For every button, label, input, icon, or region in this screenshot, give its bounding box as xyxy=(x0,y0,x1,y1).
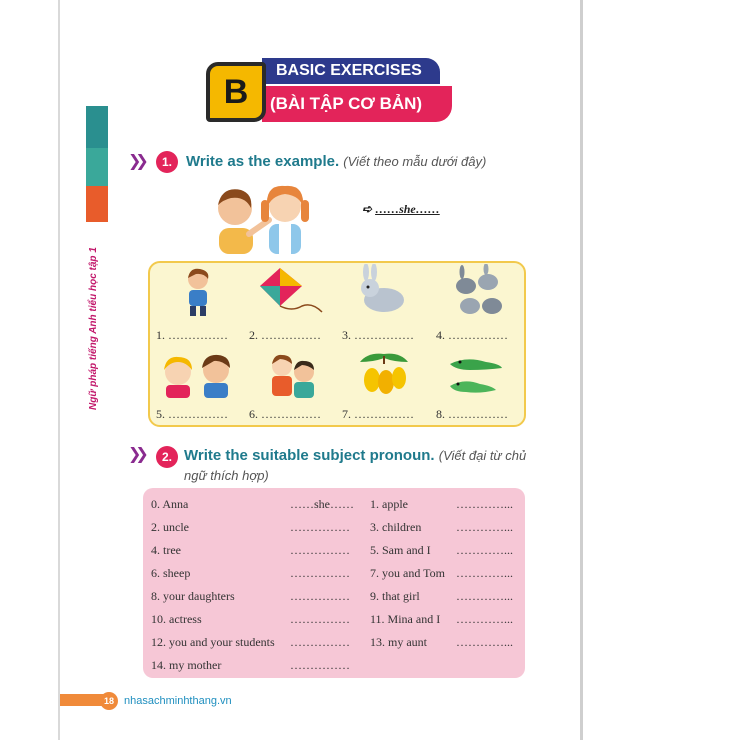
exercise-number-badge: 1. xyxy=(156,151,178,173)
page-edge-right xyxy=(580,0,583,740)
exercise-2-note-line1: (Viết đại từ chủ xyxy=(438,448,527,463)
answer-blank-6[interactable]: 6. …………… xyxy=(249,407,321,421)
double-chevron-icon: ❯❯ xyxy=(128,444,143,463)
side-book-title: Ngữ pháp tiếng Anh tiểu học tập 1 xyxy=(88,247,99,410)
mangoes-icon xyxy=(356,350,412,400)
example-answer-text: ……she…… xyxy=(375,202,440,216)
pronoun-blank[interactable]: …………... xyxy=(456,497,513,511)
exercise-1-title xyxy=(186,153,486,170)
page-number: 18 xyxy=(100,692,118,710)
pronoun-blank[interactable]: ……she…… xyxy=(290,497,354,511)
pronoun-blank[interactable]: …………… xyxy=(290,658,350,672)
side-color-strip-green xyxy=(86,148,108,186)
side-color-strip-orange xyxy=(86,186,108,222)
word-item: 13. my aunt xyxy=(370,635,427,649)
two-friends-icon xyxy=(266,352,322,398)
example-answer xyxy=(362,202,440,217)
rabbit-icon xyxy=(356,264,412,318)
answer-blank-1[interactable]: 1. …………… xyxy=(156,328,228,342)
boy-icon xyxy=(180,266,216,318)
word-item: 7. you and Tom xyxy=(370,566,445,580)
word-item: 6. sheep xyxy=(151,566,191,580)
pronoun-blank[interactable]: …………… xyxy=(290,635,350,649)
word-item: 5. Sam and I xyxy=(370,543,431,557)
word-item: 1. apple xyxy=(370,497,408,511)
word-item: 11. Mina and I xyxy=(370,612,441,626)
exercise-number-badge: 2. xyxy=(156,446,178,468)
answer-blank-3[interactable]: 3. …………… xyxy=(342,328,414,342)
pronoun-blank[interactable]: …………... xyxy=(456,520,513,534)
pronoun-blank[interactable]: …………... xyxy=(456,543,513,557)
word-item: 3. children xyxy=(370,520,422,534)
exercise-2-title-text: Write the suitable subject pronoun. xyxy=(184,447,435,464)
pronoun-blank[interactable]: …………… xyxy=(290,589,350,603)
exercise-2-note-line2-wrap xyxy=(184,467,269,484)
example-illustration xyxy=(205,178,325,254)
word-item: 2. uncle xyxy=(151,520,189,534)
section-subtitle: (BÀI TẬP CƠ BẢN) xyxy=(270,94,423,113)
footer-website: nhasachminhthang.vn xyxy=(124,695,232,707)
exercise-2-note-line2: ngữ thích hợp) xyxy=(184,468,269,483)
side-color-strip-teal xyxy=(86,106,108,148)
pronoun-blank[interactable]: …………... xyxy=(456,635,513,649)
two-children-icon xyxy=(156,352,242,398)
answer-blank-8[interactable]: 8. …………… xyxy=(436,407,508,421)
crocodiles-icon xyxy=(446,352,506,400)
pronoun-blank[interactable]: …………... xyxy=(456,566,513,580)
pronoun-blank[interactable]: …………… xyxy=(290,520,350,534)
boy-pointing-icon xyxy=(218,189,269,254)
answer-blank-2[interactable]: 2. …………… xyxy=(249,328,321,342)
section-badge: B xyxy=(206,62,266,122)
section-title: BASIC EXERCISES xyxy=(276,62,422,79)
exercise-1-title-text: Write as the example. xyxy=(186,153,340,170)
answer-blank-4[interactable]: 4. …………… xyxy=(436,328,508,342)
exercise-1-note: (Viết theo mẫu dưới đây) xyxy=(343,154,487,169)
word-item: 4. tree xyxy=(151,543,181,557)
word-item: 12. you and your students xyxy=(151,635,275,649)
example-arrow-icon: ➪ xyxy=(362,202,373,216)
word-item: 9. that girl xyxy=(370,589,420,603)
pronoun-blank[interactable]: …………... xyxy=(456,589,513,603)
pronoun-blank[interactable]: …………… xyxy=(290,543,350,557)
answer-blank-5[interactable]: 5. …………… xyxy=(156,407,228,421)
kite-icon xyxy=(258,266,326,318)
exercise-2-title xyxy=(184,447,526,464)
double-chevron-icon: ❯❯ xyxy=(128,151,143,170)
footer-bar xyxy=(60,694,104,706)
answer-blank-7[interactable]: 7. …………… xyxy=(342,407,414,421)
word-item: 0. Anna xyxy=(151,497,189,511)
word-item: 10. actress xyxy=(151,612,202,626)
rabbits-icon xyxy=(448,264,508,318)
word-item: 14. my mother xyxy=(151,658,222,672)
pronoun-blank[interactable]: …………… xyxy=(290,566,350,580)
pronoun-blank[interactable]: …………… xyxy=(290,612,350,626)
girl-icon xyxy=(261,186,309,254)
pronoun-blank[interactable]: …………... xyxy=(456,612,513,626)
word-item: 8. your daughters xyxy=(151,589,235,603)
page-edge-left xyxy=(58,0,60,740)
